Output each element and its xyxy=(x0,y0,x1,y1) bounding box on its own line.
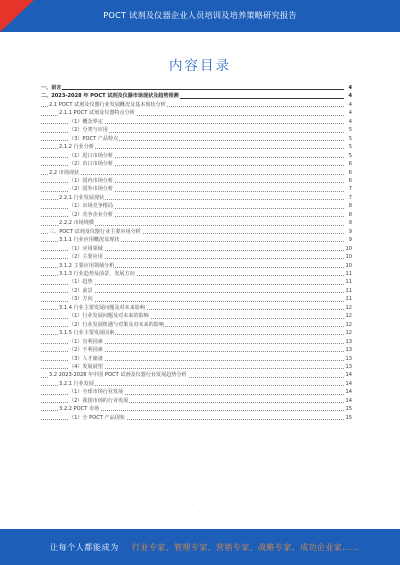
toc-entry[interactable] xyxy=(41,321,352,329)
toc-entry[interactable] xyxy=(41,169,352,177)
toc-heading: 内容目录 xyxy=(169,58,231,74)
toc-entry[interactable] xyxy=(41,397,352,405)
toc-page-number: 8 xyxy=(348,211,352,218)
toc-entry-label: （3）POCT 产品特点 xyxy=(69,135,119,142)
toc-entry[interactable] xyxy=(41,304,352,312)
toc-page-number: 15 xyxy=(345,414,352,421)
toc-page-number: 15 xyxy=(345,406,352,413)
toc-entry-label: 2.1.2 行业分析 xyxy=(59,144,94,151)
header-banner xyxy=(0,0,400,32)
toc-entry[interactable] xyxy=(41,219,352,227)
toc-entry[interactable] xyxy=(41,338,352,346)
toc-entry[interactable] xyxy=(41,287,352,295)
toc-entry[interactable] xyxy=(41,135,352,143)
toc-entry[interactable] xyxy=(41,245,352,253)
toc-entry[interactable] xyxy=(41,414,352,422)
page-marker: · xyxy=(199,508,201,515)
toc-page-number: 14 xyxy=(345,389,352,396)
toc-entry-label: （2）我国市场的行业发展 xyxy=(69,397,129,404)
toc-page-number: 6 xyxy=(348,161,352,168)
toc-page-number: 10 xyxy=(345,262,352,269)
footer-banner xyxy=(0,529,400,565)
toc-page-number: 13 xyxy=(345,363,352,370)
toc-entry[interactable] xyxy=(41,143,352,151)
toc-entry[interactable] xyxy=(41,278,352,286)
toc-entry[interactable] xyxy=(41,329,352,337)
toc-entry-label: （1）概念界定 xyxy=(69,118,103,125)
toc-page-number: 7 xyxy=(348,194,352,201)
toc-entry[interactable] xyxy=(41,295,352,303)
footer-slogan-left: 让每个人都能成为 xyxy=(50,543,119,552)
toc-page-number: 14 xyxy=(345,397,352,404)
toc-page-number: 13 xyxy=(345,347,352,354)
toc-entry-label: （1）全 POCT 产品现状 xyxy=(69,414,125,421)
toc-entry-label: 3.2.2 POCT 市场 xyxy=(59,406,100,413)
toc-entry-label: 3.2.1 行业发展 xyxy=(59,380,94,387)
toc-entry-label: 3.1.2 主要应用领域分析 xyxy=(59,262,115,269)
toc-entry-label: （1）国内市场分析 xyxy=(69,177,113,184)
toc-entry-label: （2）分类与应用 xyxy=(69,127,108,134)
toc-entry-label: （1）有利因素 xyxy=(69,338,103,345)
toc-entry[interactable] xyxy=(41,202,352,210)
toc-entry[interactable] xyxy=(41,405,352,413)
toc-entry-label: （3）人才储备 xyxy=(69,355,103,362)
toc-entry[interactable] xyxy=(41,363,352,371)
toc-page-number: 6 xyxy=(348,177,352,184)
toc-entry-label: 3.1.3 行业趋势及前景，发展方向 xyxy=(59,270,135,277)
toc-entry[interactable] xyxy=(41,126,352,134)
toc-page-number: 12 xyxy=(345,330,352,337)
toc-page-number: 6 xyxy=(348,169,352,176)
toc-entry[interactable] xyxy=(41,312,352,320)
toc-entry[interactable] xyxy=(41,355,352,363)
toc-entry-label: （3）方向 xyxy=(69,296,93,303)
toc-entry-label: 2.2.1 行业发展现状 xyxy=(59,194,105,201)
toc-page-number: 8 xyxy=(348,203,352,210)
toc-entry-label: （2）主要应用 xyxy=(69,254,103,261)
toc-entry-label: （2）出口市场分析 xyxy=(69,161,113,168)
toc-page-number: 11 xyxy=(345,270,352,277)
toc-entry[interactable] xyxy=(41,380,352,388)
toc-entry[interactable] xyxy=(41,185,352,193)
toc-entry-label: 3.2 2023-2028 年中国 POCT 试剂及仪器行业发展趋势分析 xyxy=(49,372,187,379)
toc-entry[interactable] xyxy=(41,228,352,236)
toc-page-number: 9 xyxy=(348,228,352,235)
footer-slogan-right: 行业专家、管理专家、营销专家、战略专家、成功企业家…… xyxy=(132,543,359,552)
toc-entry-label: 一、前言 xyxy=(41,85,62,91)
toc-page-number: 14 xyxy=(345,380,352,387)
toc-entry-label: 2.2 市场现状 xyxy=(49,169,80,176)
toc-entry[interactable] xyxy=(41,177,352,185)
toc-page-number: 12 xyxy=(345,321,352,328)
toc-entry-label: 二、2023-2028 年 POCT 试剂及仪器市场现状及趋势预测 xyxy=(41,93,179,100)
toc-page-number: 5 xyxy=(348,127,352,134)
toc-entry-label: （1）应用领域 xyxy=(69,245,103,252)
toc-page-number: 14 xyxy=(345,372,352,379)
toc-entry-label: （1）行业发展问题及对未来的影响 xyxy=(69,313,149,320)
toc-entry-label: （2）行业发展机遇与对策及对未来的影响 xyxy=(69,321,164,328)
toc-entry-label: （2）竞争企业分析 xyxy=(69,211,113,218)
toc-page-number: 7 xyxy=(348,186,352,193)
toc-entry-label: 3.1.4 行业主要发展问题及对未来影响 xyxy=(59,304,145,311)
toc-entry[interactable] xyxy=(41,236,352,244)
toc-entry[interactable] xyxy=(41,109,352,117)
toc-page-number: 4 xyxy=(348,85,352,91)
toc-page-number: 5 xyxy=(348,144,352,151)
toc-page-number: 11 xyxy=(345,296,352,303)
toc-page-number: 9 xyxy=(348,237,352,244)
toc-page-number: 13 xyxy=(345,338,352,345)
toc-entry[interactable] xyxy=(41,211,352,219)
toc-entry[interactable] xyxy=(41,118,352,126)
toc-page-number: 9 xyxy=(348,220,352,227)
toc-entry[interactable] xyxy=(41,194,352,202)
toc-page-number: 13 xyxy=(345,355,352,362)
toc-page-number: 12 xyxy=(345,313,352,320)
toc-entry-label: 2.1 POCT 试剂及仪器行业发展概况及基本现状分析 xyxy=(49,101,166,108)
toc-entry-label: （1）进口市场分析 xyxy=(69,152,113,159)
toc-page-number: 11 xyxy=(345,287,352,294)
toc-entry[interactable] xyxy=(41,92,352,100)
toc-entry[interactable] xyxy=(41,101,352,109)
toc-page-number: 12 xyxy=(345,304,352,311)
toc-entry[interactable] xyxy=(41,84,352,92)
toc-entry-label: 3.1.1 行业应用概况及现状 xyxy=(59,237,120,244)
toc-entry-label: （1）全球市场行业发展 xyxy=(69,389,124,396)
toc-entry-label: 三、POCT 试剂及仪器行业主要应用分析 xyxy=(49,228,141,235)
toc-page-number: 4 xyxy=(348,118,352,125)
toc-entry-label: （1）趋势 xyxy=(69,279,93,286)
toc-page-number: 10 xyxy=(345,245,352,252)
table-of-contents xyxy=(41,84,352,422)
toc-entry[interactable] xyxy=(41,346,352,354)
toc-entry-label: （1）市场竞争格局 xyxy=(69,203,113,210)
toc-entry[interactable] xyxy=(41,371,352,379)
toc-entry-label: 3.1.5 行业主要发展因素 xyxy=(59,330,115,337)
toc-leader-dots xyxy=(41,89,344,90)
toc-entry-label: （2）前景 xyxy=(69,287,93,294)
toc-entry[interactable] xyxy=(41,160,352,168)
toc-entry-label: （2）不利因素 xyxy=(69,347,103,354)
toc-entry[interactable] xyxy=(41,270,352,278)
toc-page-number: 5 xyxy=(348,135,352,142)
toc-entry-label: （2）国外市场分析 xyxy=(69,186,113,193)
toc-leader-dots xyxy=(41,174,344,175)
toc-page-number: 4 xyxy=(348,93,352,100)
toc-page-number: 11 xyxy=(345,279,352,286)
toc-page-number: 4 xyxy=(348,101,352,108)
toc-page-number: 10 xyxy=(345,254,352,261)
toc-page-number: 4 xyxy=(348,110,352,117)
toc-entry-label: （4）发展展望 xyxy=(69,363,103,370)
toc-page-number: 5 xyxy=(348,152,352,159)
toc-entry-label: 2.2.2 市场规模 xyxy=(59,220,94,227)
toc-entry[interactable] xyxy=(41,253,352,261)
toc-entry-label: 2.1.1 POCT 试剂及仪器特点分析 xyxy=(59,110,135,117)
toc-entry[interactable] xyxy=(41,262,352,270)
report-title: POCT 试剂及仪器企业人员培训及培养策略研究报告 xyxy=(103,10,297,20)
toc-entry[interactable] xyxy=(41,388,352,396)
toc-entry[interactable] xyxy=(41,152,352,160)
